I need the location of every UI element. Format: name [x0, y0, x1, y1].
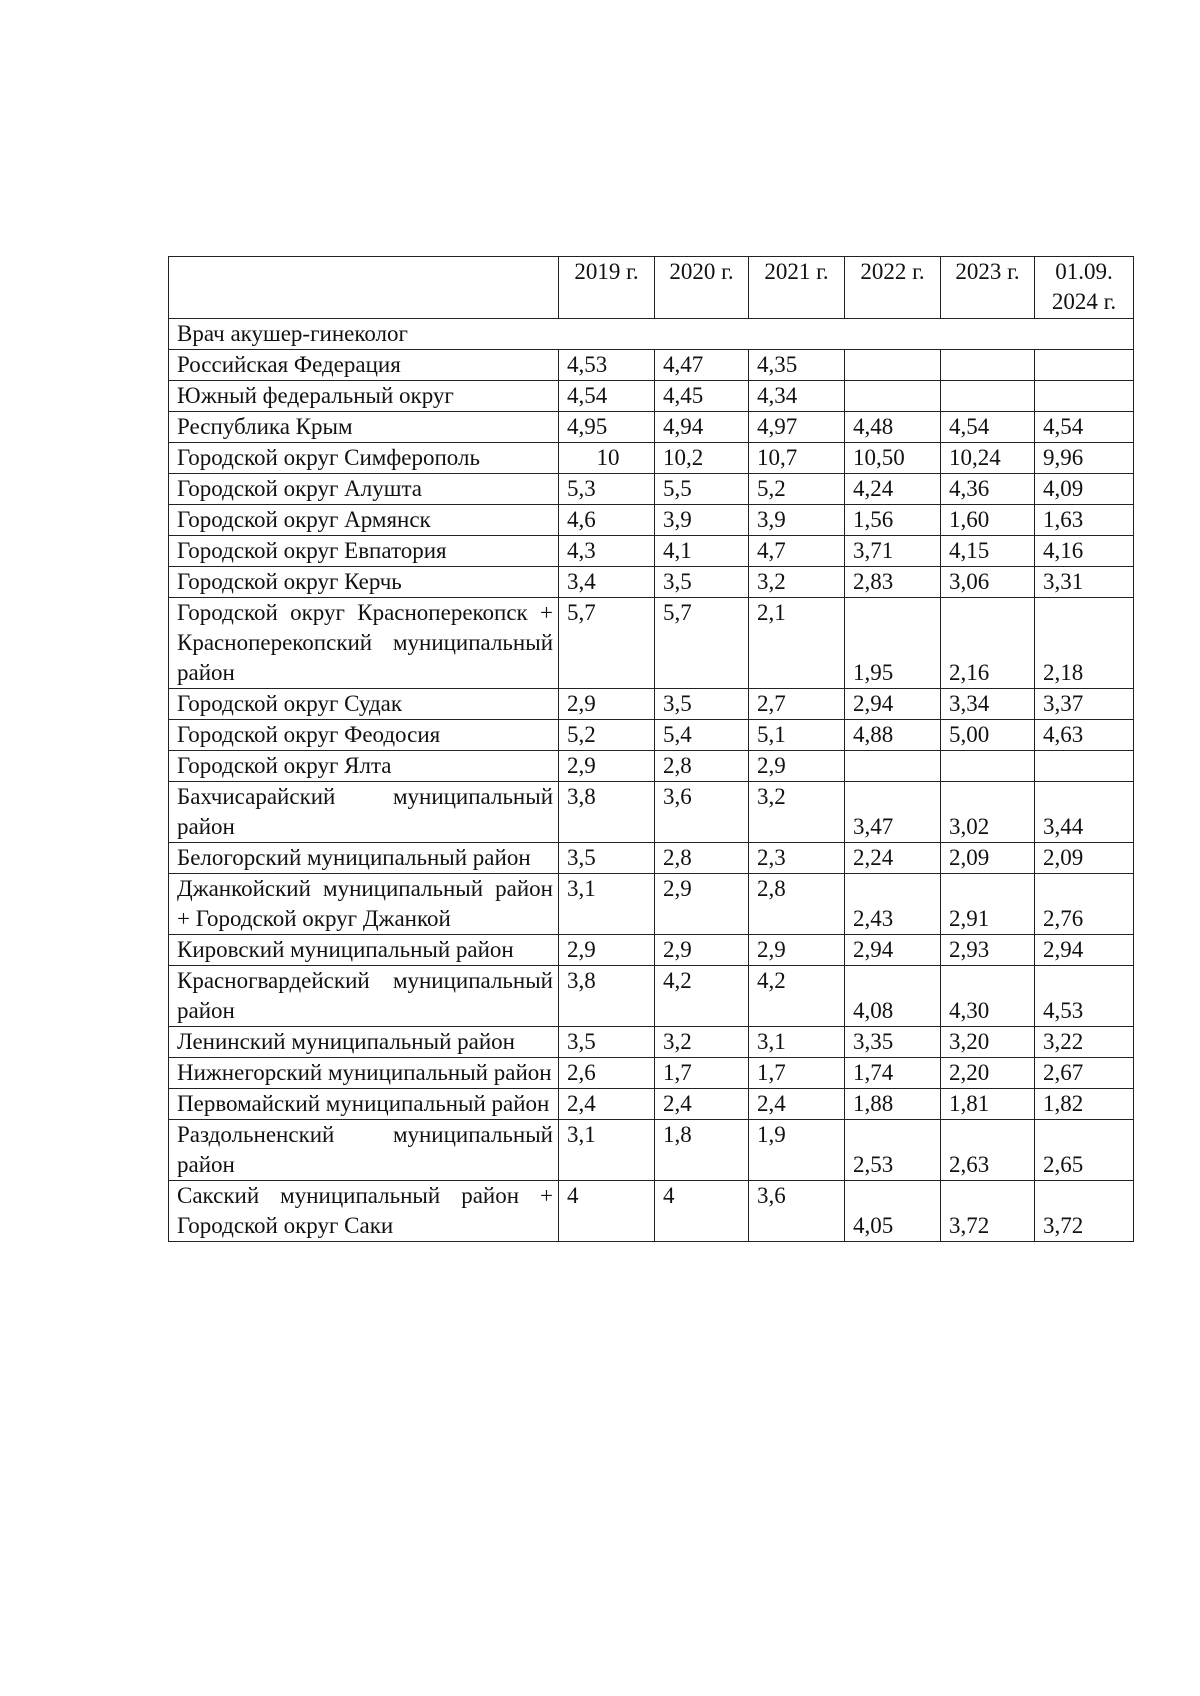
table-row: [169, 720, 1134, 751]
value-cell: 2,67: [1035, 1058, 1134, 1089]
value-cell: 4,88: [845, 720, 941, 751]
value-cell: 1,88: [845, 1089, 941, 1120]
value-cell: 5,4: [655, 720, 749, 751]
value-cell: 2,8: [655, 843, 749, 874]
data-table: [168, 256, 1134, 1242]
value-cell: 2,09: [1035, 843, 1134, 874]
row-label: Белогорский муниципальный район: [169, 843, 559, 874]
value-cell: 1,82: [1035, 1089, 1134, 1120]
header-cell-2022: 2022 г.: [845, 257, 941, 319]
value-cell: 2,9: [559, 935, 655, 966]
value-cell: 2,94: [845, 689, 941, 720]
header-cell-2021: 2021 г.: [749, 257, 845, 319]
value-cell: 5,2: [559, 720, 655, 751]
value-cell: 4,97: [749, 412, 845, 443]
row-label: Городской округ Красноперекопск + Красноперекопский муниципальный район: [169, 598, 559, 689]
value-cell: 2,7: [749, 689, 845, 720]
row-label: Нижнегорский муниципальный район: [169, 1058, 559, 1089]
value-cell: 4,3: [559, 536, 655, 567]
value-cell: 2,83: [845, 567, 941, 598]
value-cell: 4,2: [655, 966, 749, 1027]
value-cell: 3,9: [655, 505, 749, 536]
value-cell: 4: [655, 1181, 749, 1242]
row-label: Городской округ Алушта: [169, 474, 559, 505]
value-cell: 2,4: [749, 1089, 845, 1120]
value-cell: 4,36: [941, 474, 1035, 505]
table-row: [169, 412, 1134, 443]
value-cell: 5,5: [655, 474, 749, 505]
value-cell: 4,94: [655, 412, 749, 443]
value-cell: 3,06: [941, 567, 1035, 598]
value-cell: 3,1: [559, 874, 655, 935]
table-row: [169, 381, 1134, 412]
value-cell: 4,09: [1035, 474, 1134, 505]
table-row: [169, 567, 1134, 598]
value-cell: 2,9: [655, 874, 749, 935]
value-cell: 3,35: [845, 1027, 941, 1058]
value-cell: 4,53: [1035, 966, 1134, 1027]
table-row: [169, 843, 1134, 874]
value-cell: 3,44: [1035, 782, 1134, 843]
value-cell: 10: [559, 443, 655, 474]
value-cell: 2,93: [941, 935, 1035, 966]
value-cell: 3,8: [559, 782, 655, 843]
value-cell: 2,9: [749, 751, 845, 782]
row-label: Республика Крым: [169, 412, 559, 443]
value-cell: 1,81: [941, 1089, 1035, 1120]
value-cell: 2,9: [749, 935, 845, 966]
header-cell-2019: 2019 г.: [559, 257, 655, 319]
value-cell: [845, 350, 941, 381]
value-cell: 4,30: [941, 966, 1035, 1027]
table-row: [169, 751, 1134, 782]
value-cell: 2,43: [845, 874, 941, 935]
value-cell: 2,91: [941, 874, 1035, 935]
table-row: [169, 935, 1134, 966]
value-cell: 10,2: [655, 443, 749, 474]
row-label: Красногвардейский муниципальный район: [169, 966, 559, 1027]
value-cell: 3,5: [655, 689, 749, 720]
section-title: Врач акушер-гинеколог: [169, 319, 1134, 350]
value-cell: 2,94: [845, 935, 941, 966]
table-row: [169, 874, 1134, 935]
value-cell: 1,7: [655, 1058, 749, 1089]
section-row: [169, 319, 1134, 350]
value-cell: 3,5: [559, 1027, 655, 1058]
value-cell: 10,24: [941, 443, 1035, 474]
value-cell: 1,63: [1035, 505, 1134, 536]
value-cell: [845, 751, 941, 782]
row-label: Джанкойский муниципальный район + Городской округ Джанкой: [169, 874, 559, 935]
value-cell: [1035, 751, 1134, 782]
header-cell-2023: 2023 г.: [941, 257, 1035, 319]
table-row: [169, 782, 1134, 843]
value-cell: 2,16: [941, 598, 1035, 689]
value-cell: 1,95: [845, 598, 941, 689]
value-cell: 3,72: [941, 1181, 1035, 1242]
header-row: [169, 257, 1134, 319]
value-cell: 2,18: [1035, 598, 1134, 689]
value-cell: 4,7: [749, 536, 845, 567]
value-cell: 2,3: [749, 843, 845, 874]
value-cell: 2,53: [845, 1120, 941, 1181]
value-cell: 4,47: [655, 350, 749, 381]
value-cell: 5,2: [749, 474, 845, 505]
value-cell: 1,7: [749, 1058, 845, 1089]
value-cell: 4,95: [559, 412, 655, 443]
value-cell: [941, 751, 1035, 782]
value-cell: 4,54: [941, 412, 1035, 443]
value-cell: 4,54: [1035, 412, 1134, 443]
value-cell: 1,56: [845, 505, 941, 536]
value-cell: 3,9: [749, 505, 845, 536]
value-cell: 2,4: [655, 1089, 749, 1120]
value-cell: 1,74: [845, 1058, 941, 1089]
value-cell: 3,2: [749, 567, 845, 598]
row-label: Первомайский муниципальный район: [169, 1089, 559, 1120]
value-cell: 2,8: [749, 874, 845, 935]
value-cell: 4,45: [655, 381, 749, 412]
value-cell: 3,2: [655, 1027, 749, 1058]
row-label: Городской округ Симферополь: [169, 443, 559, 474]
row-label: Кировский муниципальный район: [169, 935, 559, 966]
value-cell: 4,63: [1035, 720, 1134, 751]
table-row: [169, 1120, 1134, 1181]
row-label: Городской округ Керчь: [169, 567, 559, 598]
value-cell: 3,71: [845, 536, 941, 567]
table-row: [169, 1089, 1134, 1120]
table-row: [169, 474, 1134, 505]
value-cell: 5,00: [941, 720, 1035, 751]
table-row: [169, 1058, 1134, 1089]
value-cell: 4,05: [845, 1181, 941, 1242]
value-cell: 1,9: [749, 1120, 845, 1181]
row-label: Южный федеральный округ: [169, 381, 559, 412]
value-cell: 3,6: [655, 782, 749, 843]
value-cell: 3,72: [1035, 1181, 1134, 1242]
row-label: Ленинский муниципальный район: [169, 1027, 559, 1058]
value-cell: 2,9: [559, 751, 655, 782]
table-row: [169, 505, 1134, 536]
value-cell: 1,60: [941, 505, 1035, 536]
value-cell: 3,8: [559, 966, 655, 1027]
value-cell: 5,7: [655, 598, 749, 689]
value-cell: 3,20: [941, 1027, 1035, 1058]
value-cell: 4,34: [749, 381, 845, 412]
value-cell: 2,24: [845, 843, 941, 874]
value-cell: 3,22: [1035, 1027, 1134, 1058]
value-cell: 3,2: [749, 782, 845, 843]
table-row: [169, 598, 1134, 689]
value-cell: 4,2: [749, 966, 845, 1027]
row-label: Сакский муниципальный район + Городской округ Саки: [169, 1181, 559, 1242]
table-row: [169, 536, 1134, 567]
row-label: Городской округ Феодосия: [169, 720, 559, 751]
value-cell: 4,6: [559, 505, 655, 536]
header-cell-2020: 2020 г.: [655, 257, 749, 319]
value-cell: 3,31: [1035, 567, 1134, 598]
table-row: [169, 1181, 1134, 1242]
value-cell: 3,6: [749, 1181, 845, 1242]
value-cell: 3,37: [1035, 689, 1134, 720]
table-row: [169, 689, 1134, 720]
value-cell: 3,1: [559, 1120, 655, 1181]
value-cell: 2,63: [941, 1120, 1035, 1181]
row-label: Бахчисарайский муниципальный район: [169, 782, 559, 843]
value-cell: 4: [559, 1181, 655, 1242]
value-cell: 4,1: [655, 536, 749, 567]
value-cell: 3,5: [655, 567, 749, 598]
value-cell: 4,24: [845, 474, 941, 505]
table-row: [169, 350, 1134, 381]
value-cell: 3,1: [749, 1027, 845, 1058]
value-cell: 2,76: [1035, 874, 1134, 935]
value-cell: 3,4: [559, 567, 655, 598]
value-cell: 2,6: [559, 1058, 655, 1089]
row-label: Российская Федерация: [169, 350, 559, 381]
value-cell: 4,16: [1035, 536, 1134, 567]
row-label: Городской округ Евпатория: [169, 536, 559, 567]
value-cell: 4,08: [845, 966, 941, 1027]
value-cell: 4,48: [845, 412, 941, 443]
value-cell: 2,1: [749, 598, 845, 689]
table-row: [169, 443, 1134, 474]
value-cell: 3,34: [941, 689, 1035, 720]
value-cell: 4,53: [559, 350, 655, 381]
value-cell: 5,1: [749, 720, 845, 751]
value-cell: [1035, 350, 1134, 381]
value-cell: 3,47: [845, 782, 941, 843]
row-label: Городской округ Армянск: [169, 505, 559, 536]
value-cell: 10,50: [845, 443, 941, 474]
value-cell: 3,02: [941, 782, 1035, 843]
value-cell: 2,9: [559, 689, 655, 720]
value-cell: 2,9: [655, 935, 749, 966]
header-cell-empty: [169, 257, 559, 319]
value-cell: 4,15: [941, 536, 1035, 567]
row-label: Раздольненский муниципальный район: [169, 1120, 559, 1181]
value-cell: 5,3: [559, 474, 655, 505]
value-cell: 3,5: [559, 843, 655, 874]
header-cell-2024: 01.09. 2024 г.: [1035, 257, 1134, 319]
value-cell: 5,7: [559, 598, 655, 689]
value-cell: [941, 350, 1035, 381]
value-cell: 4,35: [749, 350, 845, 381]
table-row: [169, 966, 1134, 1027]
row-label: Городской округ Судак: [169, 689, 559, 720]
value-cell: 2,20: [941, 1058, 1035, 1089]
value-cell: 2,4: [559, 1089, 655, 1120]
value-cell: 2,09: [941, 843, 1035, 874]
value-cell: 1,8: [655, 1120, 749, 1181]
value-cell: 9,96: [1035, 443, 1134, 474]
value-cell: 4,54: [559, 381, 655, 412]
value-cell: 2,65: [1035, 1120, 1134, 1181]
value-cell: 2,8: [655, 751, 749, 782]
row-label: Городской округ Ялта: [169, 751, 559, 782]
table-row: [169, 1027, 1134, 1058]
value-cell: [845, 381, 941, 412]
value-cell: 10,7: [749, 443, 845, 474]
value-cell: [941, 381, 1035, 412]
value-cell: [1035, 381, 1134, 412]
value-cell: 2,94: [1035, 935, 1134, 966]
